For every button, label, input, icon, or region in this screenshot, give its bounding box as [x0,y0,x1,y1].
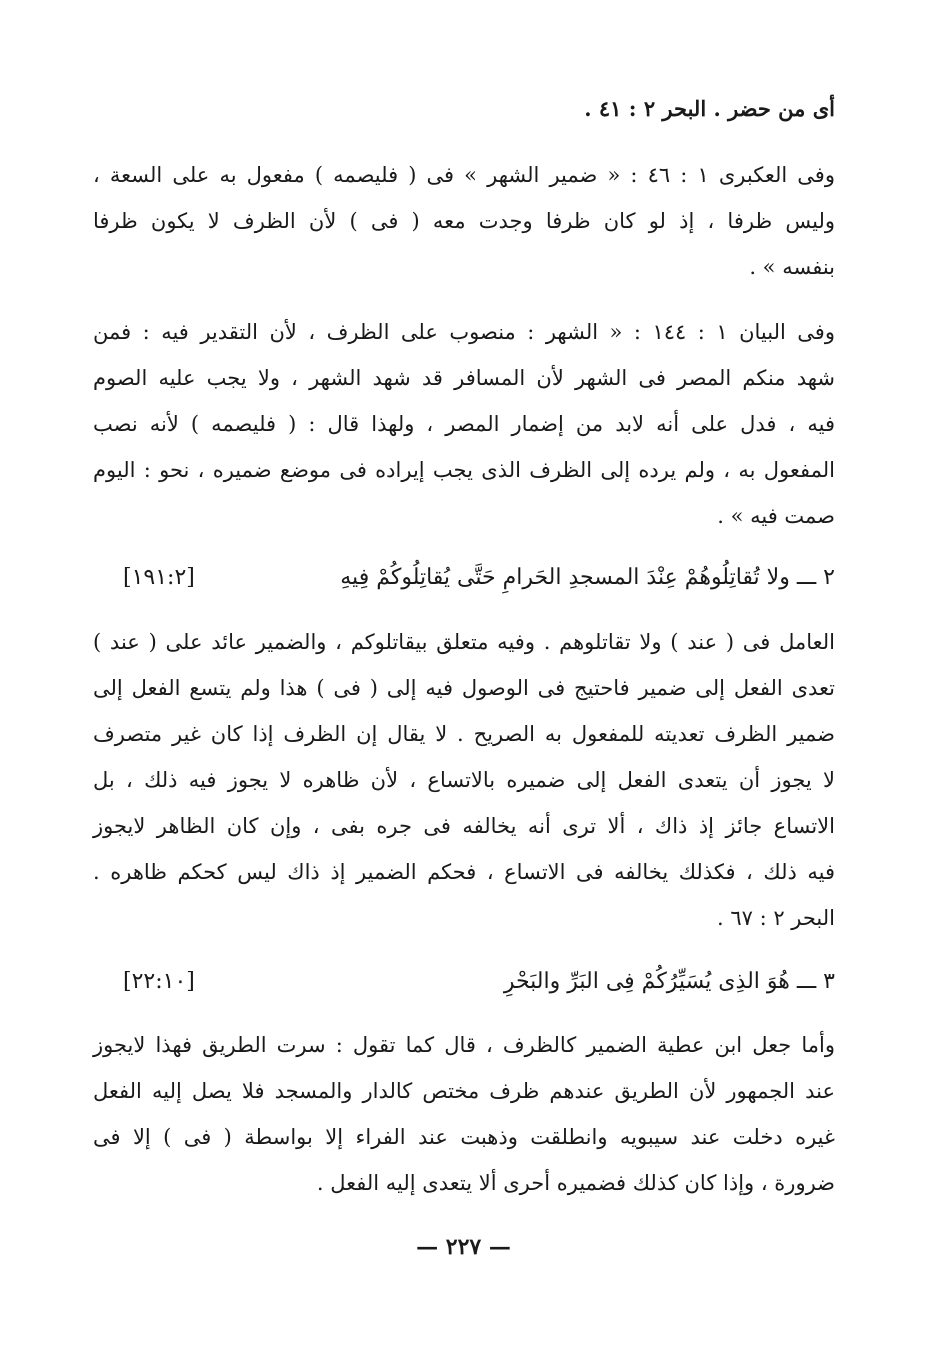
text-line: العامل فى ( عند ) ولا تقاتلوهم . وفيه متعلق بيقاتلوكم ، والضمير عائد على ( عند ) [93,630,835,654]
text-line: صمت فيه » . [717,504,835,528]
text-line: ضرورة ، وإذا كان كذلك فضميره أحرى ألا يتعدى إليه الفعل . [316,1171,835,1195]
verse-text: ٣ ـــ هُوَ الذِى يُسَيِّرُكُمْ فِى البَرِّ والبَحْرِ [503,969,835,994]
text-line: تعدى الفعل إلى ضمير فاحتيج فى الوصول فيه إلى ( فى ) هذا ولم يتسع الفعل إلى [93,676,835,700]
text-line: غيره دخلت عند سيبويه وانطلقت وذهبت عند الفراء إلا بواسطة ( فى ) إلا فى [93,1125,835,1149]
text-line: عند الجمهور لأن الطريق عندهم ظرف مختص كالدار والمسجد فلا يصل إليه الفعل [93,1079,835,1103]
text-line: وفى البيان ١ : ١٤٤ : « الشهر : منصوب على الظرف ، لأن التقدير فيه : فمن [93,320,835,344]
text-line: وفى العكبرى ١ : ٤٦ : « ضمير الشهر » فى ( فليصمه ) مفعول به على السعة ، [93,163,835,187]
text-line: بنفسه » . [749,255,835,279]
verse-reference: [٢٢:١٠] [123,969,195,994]
page-number: — ٢٢٧ — [416,1234,511,1260]
text-line: وأما جعل ابن عطية الضمير كالظرف ، قال كما تقول : سرت الطريق فهذا لايجوز [93,1033,835,1057]
text-line: شهد منكم المصر فى الشهر لأن المسافر قد شهد الشهر ، ولا يجب عليه الصوم [93,366,835,390]
text-line: أى من حضر . البحر ٢ : ٤١ . [584,96,835,121]
text-line: لا يجوز أن يتعدى الفعل إلى ضميره بالاتساع ، لأن ظاهره لا يجوز فيه ذلك ، بل [93,768,835,792]
text-line: ضمير الظرف تعديته للمفعول به الصريح . لا يقال إن الظرف إذا كان غير متصرف [93,722,835,746]
text-line: وليس ظرفا ، إذ لو كان ظرفا وجدت معه ( فى ) لأن الظرف لا يكون ظرفا [93,209,835,233]
verse-heading [93,556,835,600]
verse-reference: [١٩١:٢] [123,565,195,590]
verse-heading [93,960,835,1004]
text-line: فيه ، فدل على أنه لابد من إضمار المصر ، ولهذا قال : ( فليصمه ) لأنه نصب [93,412,835,436]
verse-text: ٢ ـــ ولا تُقاتِلُوهُمْ عِنْدَ المسجدِ الحَرامِ حَتَّى يُقاتِلُوكُمْ فِيهِ [340,565,835,590]
text-line: المفعول به ، ولم يرده إلى الظرف الذى يجب إيراده فى موضع ضميره ، نحو : اليوم [93,458,835,482]
text-line: الاتساع جائز إذ ذاك ، ألا ترى أنه يخالفه فى جره بفى ، وإن كان الظاهر لايجوز [93,814,835,838]
text-line: البحر ٢ : ٦٧ . [716,906,835,930]
text-line: فيه ذلك ، فكذلك يخالفه فى الاتساع ، فحكم الضمير إذ ذاك ليس كحكم ظاهره . [93,860,835,884]
